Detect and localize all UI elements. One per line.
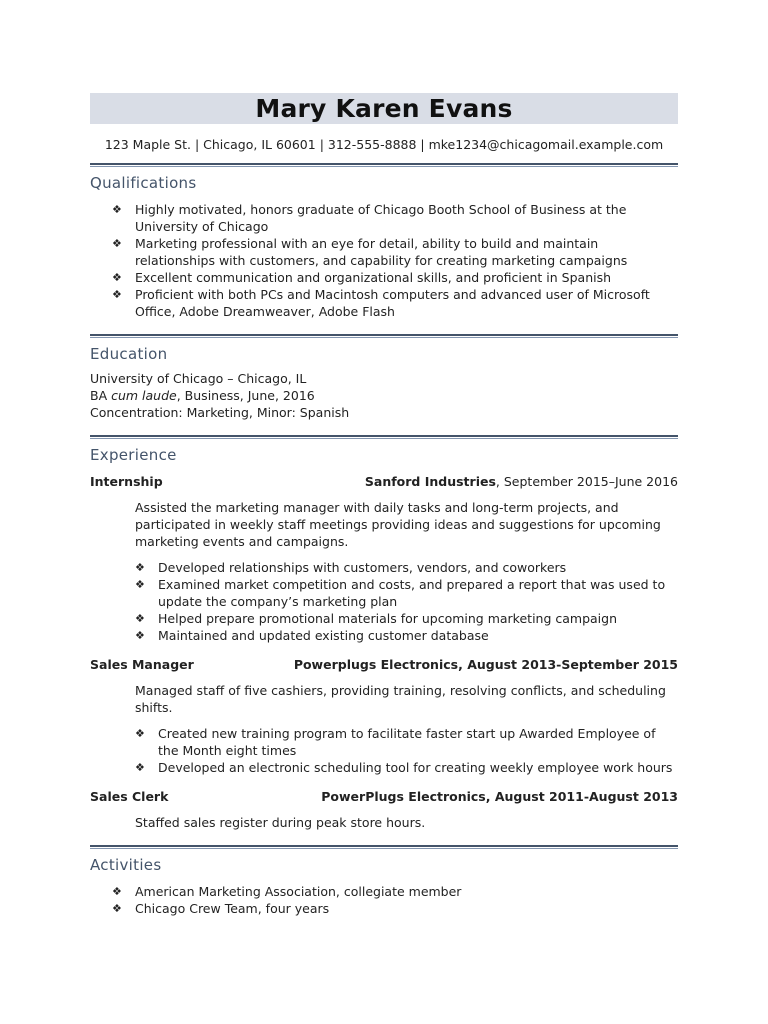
job-header [90, 656, 678, 673]
section-title-qualifications: Qualifications [90, 174, 197, 192]
job-bullets [90, 725, 678, 776]
job-title: Internship [90, 474, 163, 489]
job-header [90, 473, 678, 490]
diamond-bullet-icon: ❖ [112, 271, 122, 284]
job-description: Staffed sales register during peak store hours. [135, 815, 426, 830]
list-item: ❖ Developed relationships with customers, vendors, and coworkers [135, 560, 567, 575]
job-employer: PowerPlugs Electronics, August 2011-August 2013 [321, 789, 678, 804]
education-block [90, 370, 678, 421]
job-internship [90, 473, 678, 644]
name-banner [90, 93, 678, 124]
job-bullets [90, 559, 678, 644]
list-item: ❖ Helped prepare promotional materials for upcoming marketing campaign [135, 611, 618, 626]
job-sales-manager [90, 656, 678, 776]
resume-page [90, 93, 678, 917]
diamond-bullet-icon: ❖ [112, 288, 122, 301]
list-item: ❖ Chicago Crew Team, four years [112, 901, 330, 916]
job-description: Assisted the marketing manager with daily tasks and long-term projects, and participated in weekly staff meetings providing ideas and suggestions for upcoming marketing events and campaigns. [135, 500, 661, 549]
diamond-bullet-icon: ❖ [135, 612, 145, 625]
job-header [90, 788, 678, 805]
concentration-line: Concentration: Marketing, Minor: Spanish [90, 405, 350, 420]
job-employer: Sanford Industries, September 2015–June 2016 [364, 474, 678, 489]
job-employer: Powerplugs Electronics, August 2013-September 2015 [293, 657, 678, 672]
list-item: ❖ Marketing professional with an eye for detail, ability to build and maintain relationships with customers, and capability for creating marketing campaigns [112, 236, 628, 268]
diamond-bullet-icon: ❖ [135, 629, 145, 642]
diamond-bullet-icon: ❖ [135, 727, 145, 740]
job-sales-clerk [90, 788, 678, 831]
diamond-bullet-icon: ❖ [135, 561, 145, 574]
list-item: ❖ Excellent communication and organizational skills, and proficient in Spanish [112, 270, 612, 285]
section-title-education: Education [90, 345, 168, 363]
list-item: ❖ Maintained and updated existing customer database [135, 628, 489, 643]
list-item: ❖ Created new training program to facilitate faster start up Awarded Employee of the Month eight times [135, 726, 656, 758]
list-item: ❖ Highly motivated, honors graduate of Chicago Booth School of Business at the University of Chicago [112, 202, 627, 234]
section-divider [90, 334, 678, 338]
list-item: ❖ American Marketing Association, collegiate member [112, 884, 462, 899]
list-item: ❖ Proficient with both PCs and Macintosh computers and advanced user of Microsoft Office, Adobe Dreamweaver, Adobe Flash [112, 287, 650, 319]
job-description: Managed staff of five cashiers, providing training, resolving conflicts, and scheduling shifts. [135, 683, 666, 715]
list-item: ❖ Developed an electronic scheduling tool for creating weekly employee work hours [135, 760, 673, 775]
school-line: University of Chicago – Chicago, IL [90, 371, 307, 386]
diamond-bullet-icon: ❖ [112, 902, 122, 915]
section-title-experience: Experience [90, 446, 177, 464]
qualifications-list [90, 201, 678, 320]
diamond-bullet-icon: ❖ [112, 885, 122, 898]
diamond-bullet-icon: ❖ [112, 203, 122, 216]
section-divider [90, 435, 678, 439]
section-divider [90, 845, 678, 849]
degree-line: BA cum laude, Business, June, 2016 [90, 388, 315, 403]
diamond-bullet-icon: ❖ [135, 578, 145, 591]
section-title-activities: Activities [90, 856, 162, 874]
job-title: Sales Clerk [90, 789, 169, 804]
section-divider [90, 163, 678, 167]
contact-line: 123 Maple St. | Chicago, IL 60601 | 312-555-8888 | mke1234@chicagomail.example.com [104, 137, 664, 152]
resume-name: Mary Karen Evans [255, 94, 513, 123]
job-title: Sales Manager [90, 657, 194, 672]
list-item: ❖ Examined market competition and costs, and prepared a report that was used to update the company’s marketing plan [135, 577, 666, 609]
diamond-bullet-icon: ❖ [112, 237, 122, 250]
activities-list [90, 883, 678, 917]
diamond-bullet-icon: ❖ [135, 761, 145, 774]
